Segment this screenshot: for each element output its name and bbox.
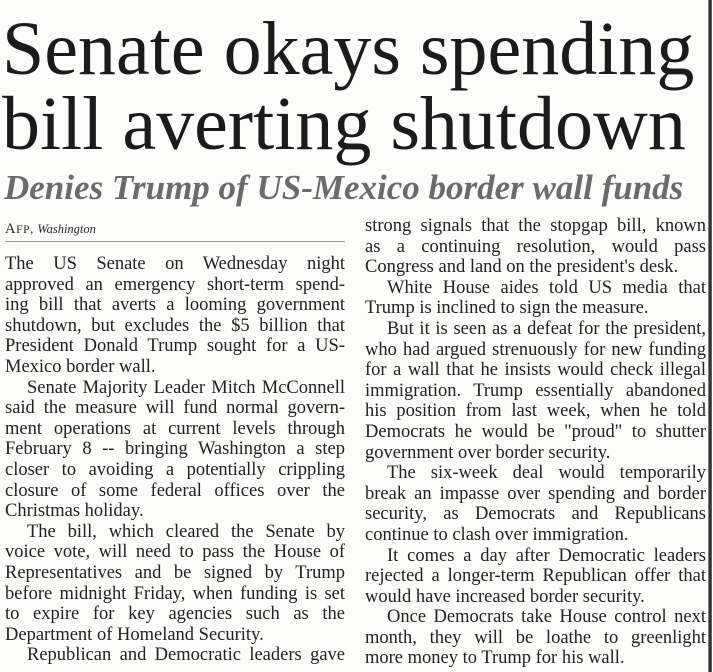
text-line: to expire for key agencies such as the xyxy=(5,604,345,625)
text-line: month, they will be loathe to greenlight xyxy=(365,627,706,648)
text-line: strong signals that the stopgap bill, known xyxy=(365,216,706,236)
text-line: Trump is inclined to sign the measure. xyxy=(365,298,649,319)
text-line: more money to Trump for his wall. xyxy=(365,648,625,669)
paragraph xyxy=(365,278,706,319)
text-line: closer to avoiding a potentially crippling xyxy=(5,459,345,480)
text-line: government over border security. xyxy=(365,442,611,463)
text-line: ing bill that averts a looming government xyxy=(5,295,345,316)
text-line: Representatives and be signed by Trump xyxy=(5,562,345,583)
text-line: security, as Democrats and Republicans xyxy=(365,504,706,525)
text-line: break an impasse over spending and border xyxy=(365,483,706,504)
paragraph xyxy=(5,378,345,522)
text-line: Democrats he would be "proud" to shutter xyxy=(365,421,706,442)
text-line: February 8 -- bringing Washington a step xyxy=(5,439,345,460)
byline-separator: , xyxy=(30,221,34,236)
text-line: The US Senate on Wednesday night xyxy=(5,254,345,274)
text-line: shutdown, but excludes the $5 billion that xyxy=(5,315,345,336)
text-line: ment operations at current levels through xyxy=(5,418,345,439)
paragraph xyxy=(365,607,706,669)
text-line: his position from last week, when he told xyxy=(365,401,706,422)
text-line: Department of Homeland Security. xyxy=(5,624,264,645)
paragraph xyxy=(5,254,345,378)
text-line: for a wall that he insists would check illegal xyxy=(365,360,706,381)
headline-line-1: Senate okays spending xyxy=(2,7,695,91)
text-line: White House aides told US media that xyxy=(387,277,706,298)
text-line: But it is seen as a defeat for the president, xyxy=(387,318,706,339)
byline-divider xyxy=(5,241,345,242)
text-line: voice vote, will need to pass the House of xyxy=(5,542,345,563)
byline xyxy=(5,221,345,237)
text-line: Republican and Democratic leaders gave xyxy=(27,645,345,666)
byline-location: Washington xyxy=(37,222,96,236)
text-line: closure of some federal offices over the xyxy=(5,480,345,501)
subheadline: Denies Trump of US-Mexico border wall funds xyxy=(4,168,684,207)
text-line: The six-week deal would temporarily xyxy=(387,463,706,484)
headline xyxy=(2,7,695,166)
text-line: Mexico border wall. xyxy=(5,356,156,377)
paragraph xyxy=(365,319,706,463)
paragraph xyxy=(5,645,345,666)
clipping-edge xyxy=(708,0,712,672)
text-column-right xyxy=(365,216,706,669)
paragraph xyxy=(365,463,706,545)
text-line: It comes a day after Democratic leaders xyxy=(387,545,706,566)
text-line: Congress and land on the president's desk. xyxy=(365,257,679,278)
text-line: said the measure will fund normal govern- xyxy=(5,398,345,419)
text-column-left xyxy=(5,254,345,666)
text-line: Senate Majority Leader Mitch McConnell xyxy=(27,377,345,398)
text-line: immigration. Trump essentially abandoned xyxy=(365,380,706,401)
paragraph xyxy=(365,546,706,608)
text-line: as a continuing resolution, would pass xyxy=(365,236,706,257)
text-line: Once Democrats take House control next xyxy=(387,607,706,628)
paragraph xyxy=(5,522,345,646)
text-line: Christmas holiday. xyxy=(5,501,144,522)
text-line: approved an emergency short-term spend- xyxy=(5,274,345,295)
text-line: rejected a longer-term Republican offer that xyxy=(365,566,706,587)
text-line: who had argued strenuously for new funding xyxy=(365,339,706,360)
paragraph xyxy=(365,216,706,278)
text-line: continue to clash over immigration. xyxy=(365,524,629,545)
text-line: The bill, which cleared the Senate by xyxy=(27,521,345,542)
headline-line-2: bill averting shutdown xyxy=(2,82,686,166)
byline-agency: AFP xyxy=(5,221,31,237)
text-line: President Donald Trump sought for a US- xyxy=(5,336,345,357)
text-line: would have increased border security. xyxy=(365,586,645,607)
text-line: before midnight Friday, when funding is set xyxy=(5,583,345,604)
